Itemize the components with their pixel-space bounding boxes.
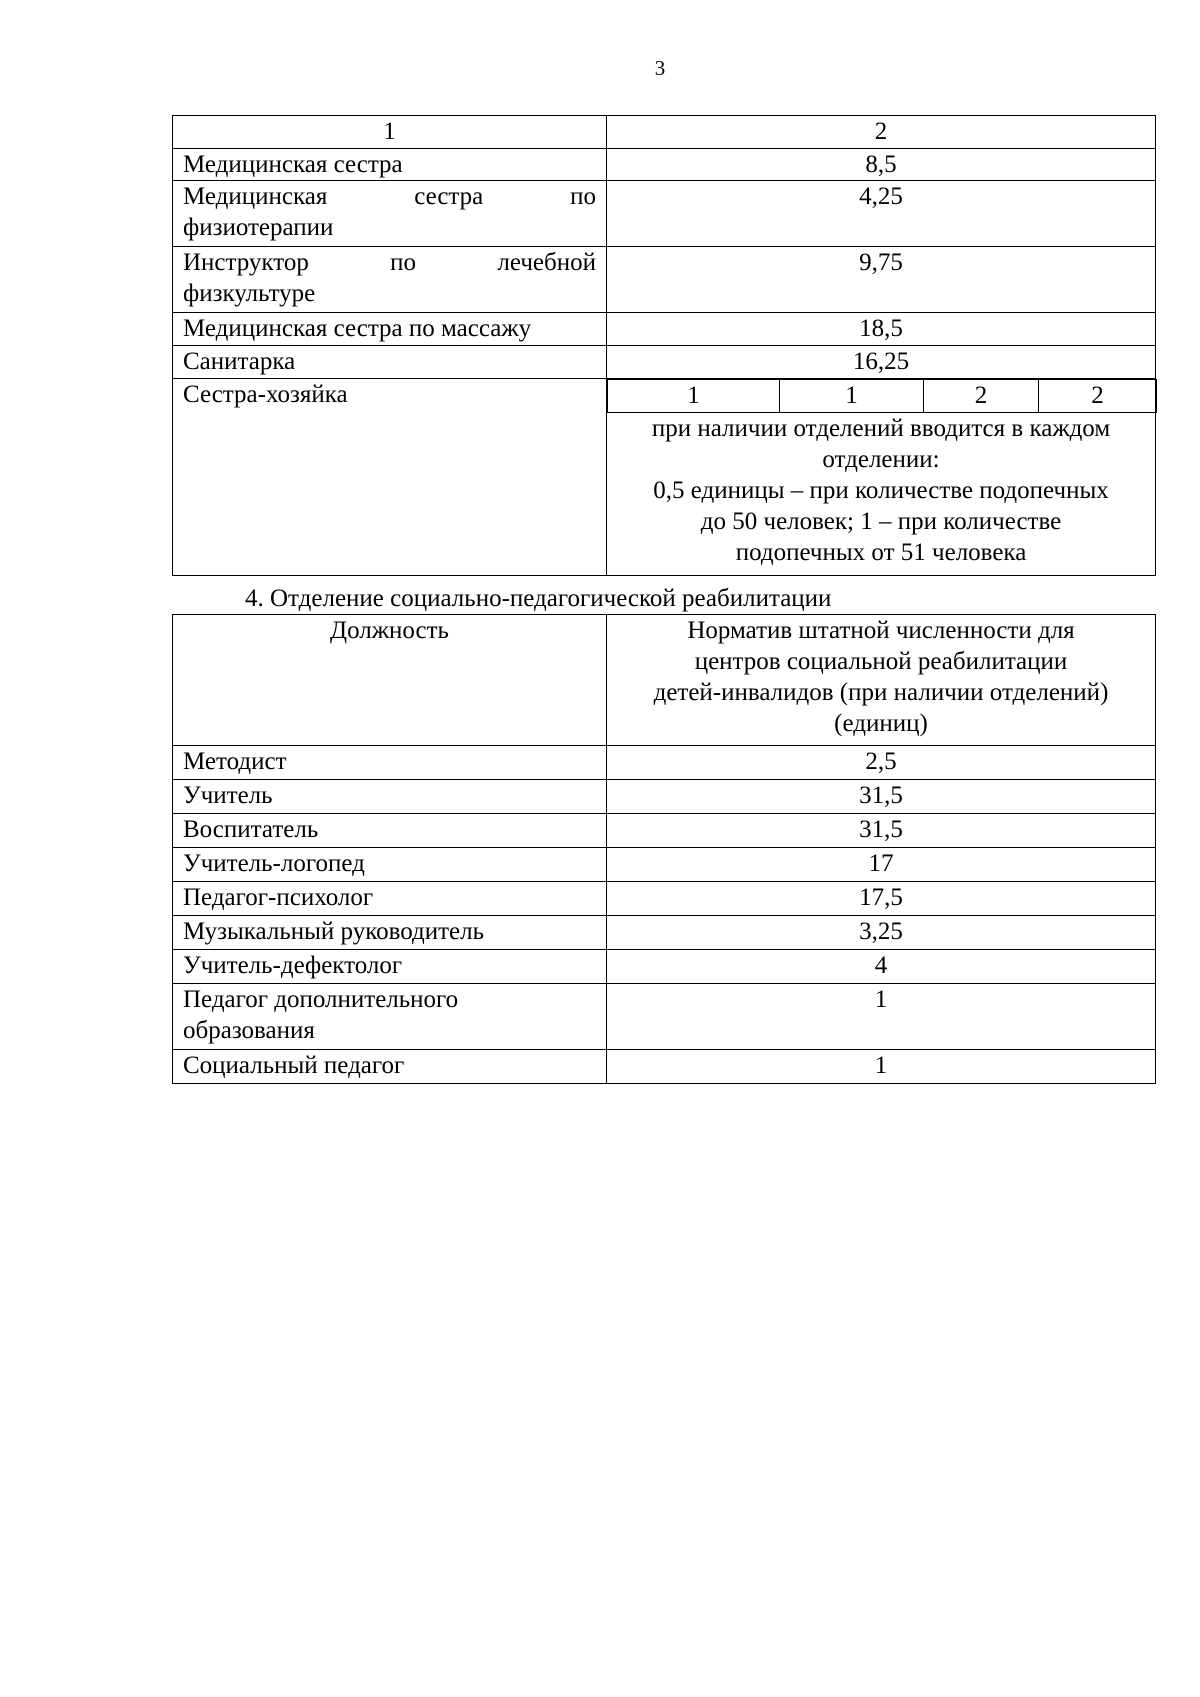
position-line: Педагог дополнительного — [183, 986, 459, 1013]
value-cell: 4,25 — [607, 181, 1156, 247]
note-line: до 50 человек; 1 – при количестве — [700, 508, 1062, 535]
value-cell: 1 — [607, 984, 1156, 1050]
table-row — [173, 346, 1156, 379]
sister-note — [607, 413, 1155, 568]
position-line: физиотерапии — [183, 214, 334, 241]
sister-value: 1 — [780, 380, 924, 413]
header-norm-line: (единиц) — [834, 710, 928, 737]
position-cell: Учитель-логопед — [173, 848, 607, 882]
note-line: подопечных от 51 человека — [735, 539, 1027, 566]
position-line: физкультуре — [183, 280, 316, 307]
position-cell — [173, 984, 607, 1050]
position-line: Медицинская сестра по — [183, 183, 596, 210]
table-row — [173, 848, 1156, 882]
position-cell: Учитель — [173, 780, 607, 814]
header-norm-line: центров социальной реабилитации — [694, 648, 1068, 675]
staffing-table-pedagogical — [172, 614, 1156, 1084]
position-cell: Методист — [173, 746, 607, 780]
header-norm-line: детей-инвалидов (при наличии отделений) — [653, 679, 1109, 706]
note-line: отделении: — [822, 446, 940, 473]
table-row — [173, 247, 1156, 313]
table-row — [173, 379, 1156, 576]
position-cell: Медицинская сестра — [173, 149, 607, 181]
table-row — [173, 746, 1156, 780]
table-header-row — [173, 615, 1156, 746]
position-cell: Санитарка — [173, 346, 607, 379]
sister-value: 2 — [924, 380, 1039, 413]
note-line: 0,5 единицы – при количестве подопечных — [653, 477, 1109, 504]
value-cell: 31,5 — [607, 814, 1156, 848]
sister-value: 1 — [608, 380, 780, 413]
sister-values-cell — [607, 379, 1156, 576]
position-cell: Сестра-хозяйка — [173, 379, 607, 576]
value-cell: 17,5 — [607, 882, 1156, 916]
sister-values-subtable — [607, 379, 1157, 413]
section-title: 4. Отделение социально-педагогической реабилитации — [245, 585, 832, 612]
header-cell-position: Должность — [173, 615, 607, 746]
table-row — [173, 882, 1156, 916]
value-cell: 18,5 — [607, 313, 1156, 346]
position-cell: Педагог-психолог — [173, 882, 607, 916]
staffing-table-medical — [172, 115, 1156, 576]
position-line: образования — [183, 1017, 315, 1044]
page-number: 3 — [654, 56, 666, 80]
position-cell: Социальный педагог — [173, 1050, 607, 1084]
table-row — [173, 950, 1156, 984]
table-row — [173, 814, 1156, 848]
table-row — [173, 149, 1156, 181]
header-cell-col1: 1 — [173, 116, 607, 149]
value-cell: 8,5 — [607, 149, 1156, 181]
header-cell-col2: 2 — [607, 116, 1156, 149]
value-cell: 3,25 — [607, 916, 1156, 950]
note-line: при наличии отделений вводится в каждом — [651, 415, 1111, 442]
position-cell — [173, 181, 607, 247]
value-cell: 1 — [607, 1050, 1156, 1084]
position-cell: Воспитатель — [173, 814, 607, 848]
table-row — [173, 313, 1156, 346]
header-norm-line: Норматив штатной численности для — [687, 617, 1075, 644]
position-cell: Медицинская сестра по массажу — [173, 313, 607, 346]
header-cell-norm — [607, 615, 1156, 746]
value-cell: 31,5 — [607, 780, 1156, 814]
position-cell: Учитель-дефектолог — [173, 950, 607, 984]
table-row — [173, 916, 1156, 950]
value-cell: 17 — [607, 848, 1156, 882]
table-row — [173, 984, 1156, 1050]
table-row — [173, 181, 1156, 247]
position-line: Инструктор по лечебной — [183, 249, 596, 276]
position-cell: Музыкальный руководитель — [173, 916, 607, 950]
sister-value: 2 — [1039, 380, 1157, 413]
table-row — [173, 780, 1156, 814]
value-cell: 16,25 — [607, 346, 1156, 379]
table-header-row — [173, 116, 1156, 149]
value-cell: 9,75 — [607, 247, 1156, 313]
position-cell — [173, 247, 607, 313]
value-cell: 4 — [607, 950, 1156, 984]
value-cell: 2,5 — [607, 746, 1156, 780]
table-row — [173, 1050, 1156, 1084]
sister-values-row — [608, 380, 1157, 413]
